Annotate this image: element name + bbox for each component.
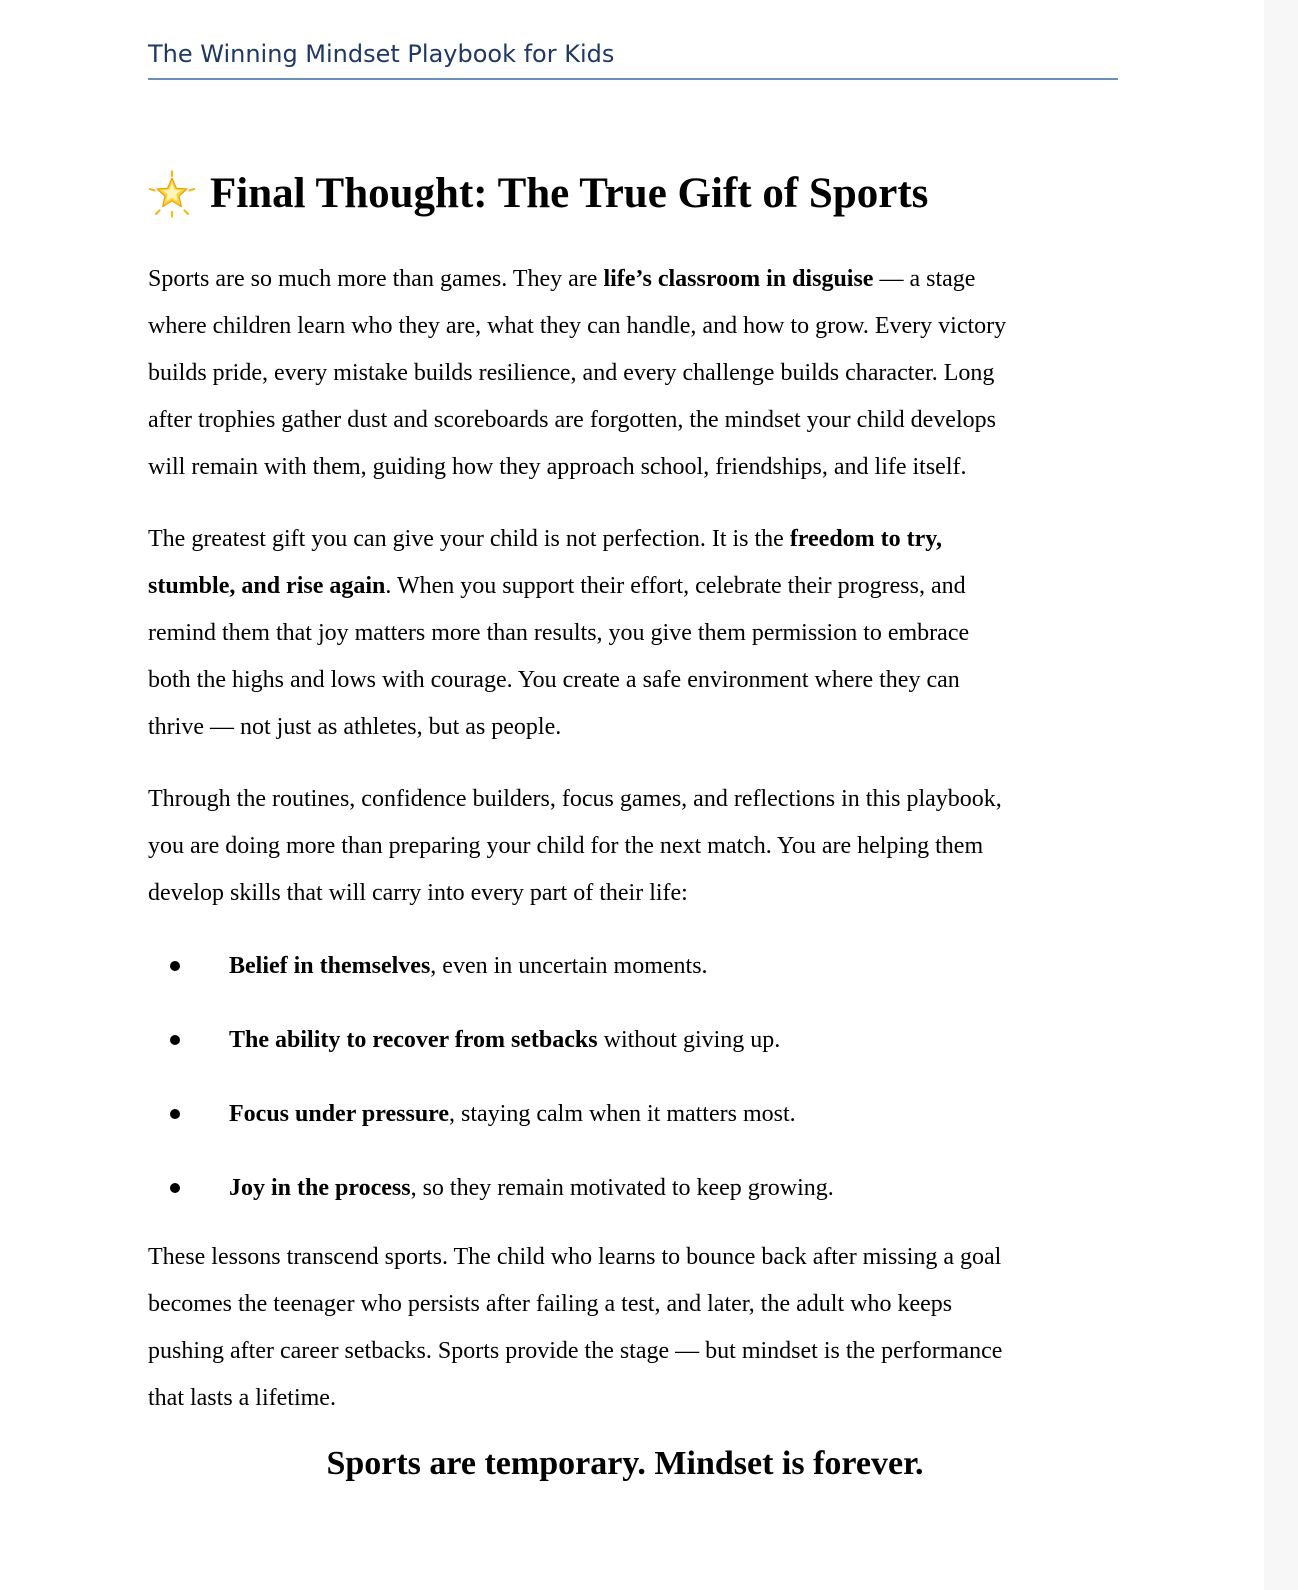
text-line: These lessons transcend sports. The child who learns to bounce back after missing a goal [148, 1244, 1002, 1270]
text-run: The greatest gift you can give your child is not perfection. It is the [148, 526, 790, 552]
text-line: pushing after career setbacks. Sports provide the stage — but mindset is the performance [148, 1338, 1003, 1364]
closing-statement: Sports are temporary. Mindset is forever. [326, 1445, 924, 1482]
bold-phrase: Joy in the process [229, 1175, 411, 1201]
text-line [148, 563, 1118, 610]
text-line: builds pride, every mistake builds resilience, and every challenge builds character. Long [148, 360, 995, 386]
bold-phrase: stumble, and rise again [148, 573, 386, 599]
bullet-icon [170, 1109, 180, 1119]
running-header [148, 40, 1118, 80]
running-header-title: The Winning Mindset Playbook for Kids [148, 40, 615, 68]
text-line: will remain with them, guiding how they approach school, friendships, and life itself. [148, 454, 967, 480]
text-line: Through the routines, confidence builders, focus games, and reflections in this playbook, [148, 786, 1002, 812]
skills-list [148, 942, 1118, 1212]
window-edge [1264, 0, 1298, 1590]
paragraph-3 [148, 776, 1118, 917]
text-run: Sports are so much more than games. They are [148, 266, 604, 292]
bold-phrase: freedom to try, [789, 526, 942, 552]
text-line: you are doing more than preparing your child for the next match. You are helping them [148, 833, 984, 859]
bold-phrase: The ability to recover from setbacks [229, 1027, 598, 1053]
chapter-heading [148, 158, 1118, 230]
text-run: , so they remain motivated to keep growing. [410, 1175, 834, 1201]
bullet-icon [170, 1035, 180, 1045]
text-run: without giving up. [597, 1027, 781, 1053]
paragraph-4 [148, 1234, 1118, 1422]
paragraph-1 [148, 256, 1118, 491]
text-run: , even in uncertain moments. [430, 953, 708, 979]
bullet-icon [170, 1183, 180, 1193]
glowing-star-icon [148, 170, 196, 218]
list-item [148, 942, 1118, 990]
text-line: after trophies gather dust and scoreboards are forgotten, the mindset your child develops [148, 407, 996, 433]
text-line: both the highs and lows with courage. You create a safe environment where they can [148, 667, 960, 693]
text-line: remind them that joy matters more than results, you give them permission to embrace [148, 620, 970, 646]
bold-phrase: Belief in themselves [229, 953, 431, 979]
text-line: where children learn who they are, what they can handle, and how to grow. Every victory [148, 313, 1007, 339]
text-line: thrive — not just as athletes, but as people. [148, 714, 562, 740]
text-run: , staying calm when it matters most. [449, 1101, 796, 1127]
list-item [148, 1016, 1118, 1064]
list-item [148, 1090, 1118, 1138]
text-run: — a stage [873, 266, 976, 292]
text-line [148, 516, 1118, 563]
text-line: becomes the teenager who persists after failing a test, and later, the adult who keeps [148, 1291, 953, 1317]
bold-phrase: life’s classroom in disguise [603, 266, 874, 292]
text-line [148, 256, 1118, 303]
text-line: that lasts a lifetime. [148, 1385, 336, 1411]
paragraph-2 [148, 516, 1118, 751]
text-line: develop skills that will carry into every part of their life: [148, 880, 688, 906]
text-run: . When you support their effort, celebrate their progress, and [385, 573, 966, 599]
bold-phrase: Focus under pressure [229, 1101, 450, 1127]
chapter-title: Final Thought: The True Gift of Sports [210, 170, 929, 217]
bullet-icon [170, 961, 180, 971]
list-item [148, 1164, 1118, 1212]
document-body [148, 158, 1118, 1447]
